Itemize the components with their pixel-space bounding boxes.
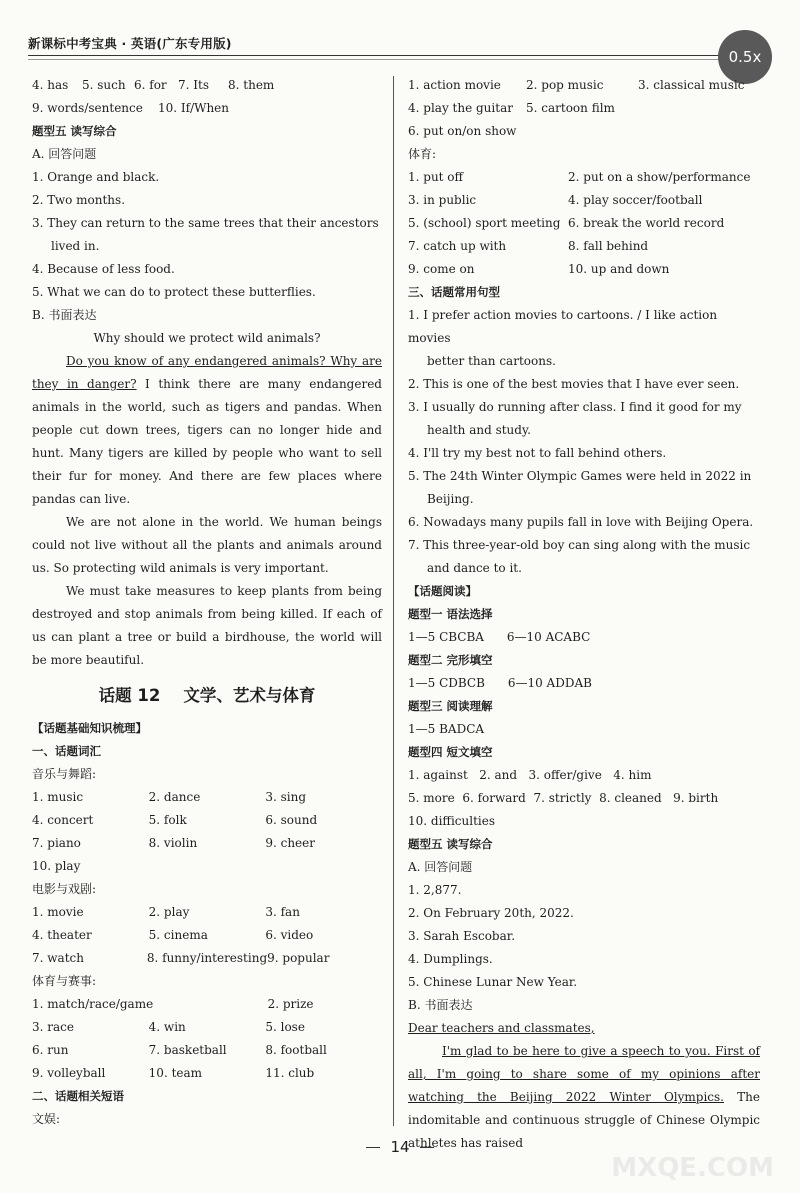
subsection-tag: 【话题阅读】 bbox=[408, 584, 477, 598]
part-label: B. 书面表达 bbox=[408, 998, 473, 1012]
sentence-line: 4. I'll try my best not to fall behind others. bbox=[408, 446, 667, 460]
answer-line: 4. Because of less food. bbox=[32, 262, 175, 276]
phrase-row: 7. catch up with 8. fall behind bbox=[408, 239, 649, 253]
phrase-row: 4. play the guitar 5. cartoon film bbox=[408, 101, 615, 115]
answer-key: 1—5 CDBCB 6—10 ADDAB bbox=[408, 676, 592, 690]
phrase-row: 6. put on/on show bbox=[408, 124, 517, 138]
answer-key: 5. more 6. forward 7. strictly 8. cleaned 9. birth bbox=[408, 791, 719, 805]
playback-speed-badge[interactable]: 0.5x bbox=[718, 30, 772, 84]
subsection-tag: 【话题基础知识梳理】 bbox=[32, 721, 147, 735]
vocab-row: 6. run 7. basketball 8. football bbox=[32, 1043, 327, 1057]
section-heading: 题型五 读写综合 bbox=[32, 124, 117, 138]
answer-line: lived in. bbox=[51, 239, 100, 253]
answer-line: 5. Chinese Lunar New Year. bbox=[408, 975, 578, 989]
vocab-row: 4. concert 5. folk 6. sound bbox=[32, 813, 318, 827]
sentence-line: 6. Nowadays many pupils fall in love with Beijing Opera. bbox=[408, 515, 754, 529]
answer-line: 2. On February 20th, 2022. bbox=[408, 906, 574, 920]
sentence-line: 5. The 24th Winter Olympic Games were held in 2022 in bbox=[408, 469, 752, 483]
category-label: 体育: bbox=[408, 147, 437, 161]
section-heading: 一、话题词汇 bbox=[32, 744, 101, 758]
part-label: A. 回答问题 bbox=[408, 860, 473, 874]
vocab-row: 4. theater 5. cinema 6. video bbox=[32, 928, 314, 942]
vocab-row: 1. match/race/game 2. prize bbox=[32, 997, 314, 1011]
topic-title: 话题 12 文学、艺术与体育 bbox=[98, 686, 316, 705]
vocab-row: 10. play bbox=[32, 859, 81, 873]
header-rule bbox=[28, 55, 742, 56]
section-heading: 题型二 完形填空 bbox=[408, 653, 493, 667]
essay-paragraph: Do you know of any endangered animals? Why are they in danger? I think there are many endangered animals in the world, such as tigers and pandas. When people cut down trees, tigers can no longer hide and hunt. Many tigers are killed by people who want to sell their fur for money. And there are few places where pandas can live. bbox=[32, 354, 382, 506]
part-label: A. 回答问题 bbox=[32, 147, 97, 161]
section-heading: 题型三 阅读理解 bbox=[408, 699, 493, 713]
watermark: MXQE.COM bbox=[611, 1153, 774, 1183]
essay-paragraph: We are not alone in the world. We human beings could not live without all the plants and animals around us. So protecting wild animals is very important. bbox=[32, 515, 382, 575]
answer-key: 1. against 2. and 3. offer/give 4. him bbox=[408, 768, 652, 782]
section-heading: 题型五 读写综合 bbox=[408, 837, 493, 851]
column-divider bbox=[393, 76, 394, 1126]
answer-line: 1. 2,877. bbox=[408, 883, 462, 897]
phrase-row: 1. put off 2. put on a show/performance bbox=[408, 170, 751, 184]
section-heading: 题型四 短文填空 bbox=[408, 745, 493, 759]
answer-line: 3. They can return to the same trees that their ancestors bbox=[32, 216, 379, 230]
vocab-row: 7. watch 8. funny/interesting 9. popular bbox=[32, 951, 330, 965]
phrase-row: 3. in public 4. play soccer/football bbox=[408, 193, 703, 207]
speech-paragraph: I'm glad to be here to give a speech to you. First of all, I'm going to share some of my opinions after watching the Beijing 2022 Winter Olympics. The indomitable and continuous struggle of Chinese Olympic athletes has raised bbox=[408, 1044, 760, 1150]
answer-key: 1—5 BADCA bbox=[408, 722, 485, 736]
answer-key: 10. difficulties bbox=[408, 814, 495, 828]
answer-line: 2. Two months. bbox=[32, 193, 126, 207]
part-label: B. 书面表达 bbox=[32, 308, 97, 322]
answer-line: 1. Orange and black. bbox=[32, 170, 160, 184]
vocab-row: 1. music 2. dance 3. sing bbox=[32, 790, 307, 804]
section-heading: 二、话题相关短语 bbox=[32, 1089, 124, 1103]
sentence-line: 3. I usually do running after class. I find it good for my bbox=[408, 400, 742, 414]
left-column bbox=[32, 74, 382, 1131]
phrase-row: 1. action movie 2. pop music 3. classical music bbox=[408, 78, 745, 92]
sentence-line: 7. This three-year-old boy can sing along with the music bbox=[408, 538, 751, 552]
answer-line: 4. Dumplings. bbox=[408, 952, 493, 966]
sentence-line: better than cartoons. bbox=[427, 354, 556, 368]
section-heading: 题型一 语法选择 bbox=[408, 607, 493, 621]
essay-title: Why should we protect wild animals? bbox=[93, 331, 321, 345]
answer-row: 4. has 5. such 6. for 7. Its 8. them bbox=[32, 78, 275, 92]
category-label: 体育与赛事: bbox=[32, 974, 97, 988]
right-column bbox=[408, 74, 760, 1155]
header-rule-thin bbox=[28, 59, 742, 60]
vocab-row: 1. movie 2. play 3. fan bbox=[32, 905, 300, 919]
answer-line: 3. Sarah Escobar. bbox=[408, 929, 516, 943]
category-label: 音乐与舞蹈: bbox=[32, 767, 97, 781]
vocab-row: 9. volleyball 10. team 11. club bbox=[32, 1066, 315, 1080]
essay-paragraph: We must take measures to keep plants from being destroyed and stop animals from being killed. If each of us can plant a tree or build a birdhouse, the world will be more beautiful. bbox=[32, 584, 382, 667]
category-label: 电影与戏剧: bbox=[32, 882, 97, 896]
speech-greeting: Dear teachers and classmates, bbox=[408, 1021, 595, 1035]
section-heading: 三、话题常用句型 bbox=[408, 285, 500, 299]
sentence-line: 1. I prefer action movies to cartoons. / I like action movies bbox=[408, 308, 718, 345]
answer-line: 5. What we can do to protect these butterflies. bbox=[32, 285, 316, 299]
phrase-row: 5. (school) sport meeting 6. break the world record bbox=[408, 216, 725, 230]
phrase-row: 9. come on 10. up and down bbox=[408, 262, 670, 276]
vocab-row: 7. piano 8. violin 9. cheer bbox=[32, 836, 315, 850]
category-label: 文娱: bbox=[32, 1112, 61, 1126]
sentence-line: and dance to it. bbox=[427, 561, 522, 575]
running-header: 新课标中考宝典 · 英语(广东专用版) bbox=[28, 36, 232, 51]
sentence-line: health and study. bbox=[427, 423, 531, 437]
page-number: 14 bbox=[0, 1138, 800, 1156]
sentence-line: 2. This is one of the best movies that I have ever seen. bbox=[408, 377, 740, 391]
sentence-line: Beijing. bbox=[427, 492, 474, 506]
answer-row: 9. words/sentence 10. If/When bbox=[32, 101, 230, 115]
answer-key: 1—5 CBCBA 6—10 ACABC bbox=[408, 630, 591, 644]
vocab-row: 3. race 4. win 5. lose bbox=[32, 1020, 305, 1034]
